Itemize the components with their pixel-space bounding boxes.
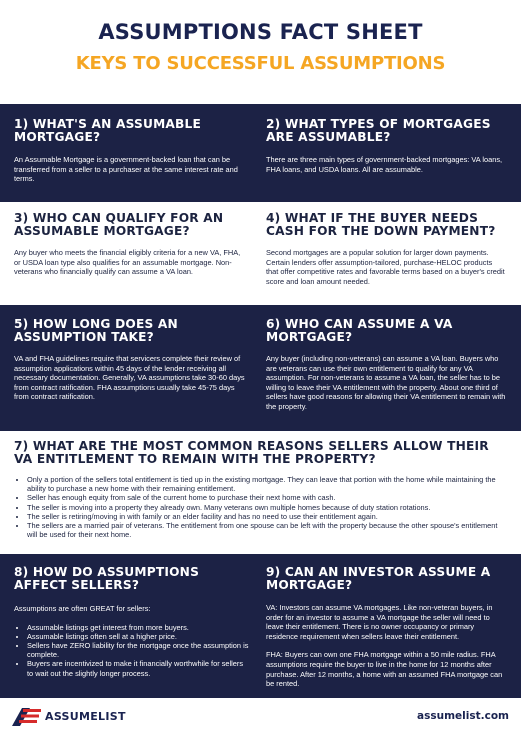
section-1	[14, 118, 242, 184]
header	[0, 0, 521, 104]
section-9-paragraph-va: VA: Investors can assume VA mortgages. Like non-veteran buyers, in order for an investor to assume a VA mortgage the seller will need to leave their entitlement. There is no owner occupancy or primary residence requirement when sellers leave their entitlement.	[266, 603, 493, 641]
section-9-title: 9) CAN AN INVESTOR ASSUME A MORTGAGE?	[266, 565, 491, 592]
section-4	[266, 212, 506, 286]
row-1	[0, 104, 521, 202]
section-5-body: VA and FHA guidelines require that servicers complete their review of assumption applications within 45 days of the lender receiving all necessary documentation. Generally, VA assumptions take 30-60 days from contract ratification. FHA assumptions usually take 45-75 days from contract ratification.	[14, 354, 245, 402]
section-7-list-item: • The seller is moving into a property they already own. Many veterans own multiple homes because of duty station rotations.	[27, 503, 508, 512]
row-4	[0, 431, 521, 554]
website-link[interactable]: assumelist.com	[417, 710, 509, 722]
row-5	[0, 554, 521, 698]
section-7-list-item: • The sellers are a married pair of veterans. The entitlement from one spouse can be left with the property because the other spouse's entitlement will be used for their next home.	[27, 521, 508, 539]
section-8-title: 8) HOW DO ASSUMPTIONS AFFECT SELLERS?	[14, 565, 200, 592]
section-1-body: An Assumable Mortgage is a government-backed loan that can be transferred from a seller to a purchaser at the same interest rate and terms.	[14, 155, 238, 184]
section-3-body: Any buyer who meets the financial eligibly criteria for a new VA, FHA, or USDA loan type also qualifies for an assumable mortgage. Non-veterans who financially qualify can assume a VA loan.	[14, 248, 241, 277]
section-2-title: 2) WHAT TYPES OF MORTGAGES ARE ASSUMABLE?	[266, 117, 491, 144]
section-4-title: 4) WHAT IF THE BUYER NEEDS CASH FOR THE DOWN PAYMENT?	[266, 211, 496, 238]
section-6-body: Any buyer (including non-veterans) can assume a VA loan. Buyers who are veterans can use their own entitlement to qualify for any VA assumption. For non-veterans to assume a VA loan, the seller has to be willing to leave their VA entitlement with the property. About one third of sellers have good reasons for allowing their VA entitlement to remain with the property.	[266, 354, 506, 411]
section-2-body: There are three main types of government-backed mortgages: VA loans, FHA loans, and USDA loans. All are assumable.	[266, 155, 503, 174]
section-5	[14, 318, 246, 402]
section-7-title: 7) WHAT ARE THE MOST COMMON REASONS SELLERS ALLOW THEIR VA ENTITLEMENT TO REMAIN WITH THE PROPERTY?	[14, 439, 489, 466]
row-3	[0, 305, 521, 431]
section-5-title: 5) HOW LONG DOES AN ASSUMPTION TAKE?	[14, 317, 178, 344]
section-7-list-item: • The seller is retiring/moving in with family or an elder facility and has no need to use their entitlement again.	[27, 512, 508, 521]
page-title: ASSUMPTIONS FACT SHEET	[98, 20, 423, 44]
section-3-title: 3) WHO CAN QUALIFY FOR AN ASSUMABLE MORTGAGE?	[14, 211, 224, 238]
section-1-title: 1) WHAT'S AN ASSUMABLE MORTGAGE?	[14, 117, 202, 144]
section-7-list-item: • Only a portion of the sellers total entitlement is tied up in the existing mortgage. They can leave that portion with the home while maintaining the ability to purchase a new home with their remaining entitlement.	[27, 475, 508, 493]
section-8-list-item: • Buyers are incentivized to make it financially worthwhile for sellers to wait out the slightly longer process.	[27, 659, 250, 677]
section-7-list-item: • Seller has enough equity from sale of the current home to purchase their next home with cash.	[27, 493, 508, 502]
section-7-list	[14, 475, 508, 539]
section-8	[14, 566, 250, 678]
page-subtitle: KEYS TO SUCCESSFUL ASSUMPTIONS	[75, 53, 446, 74]
section-8-list	[14, 623, 250, 678]
section-9-paragraph-fha: FHA: Buyers can own one FHA mortgage within a 50 mile radius. FHA assumptions require the buyer to live in the home for 12 months after purchase. After 12 months, a home with an assumed FHA mortgage can be rented.	[266, 650, 503, 689]
section-8-list-item: • Assumable listings get interest from more buyers.	[27, 623, 250, 632]
section-2	[266, 118, 506, 174]
section-7	[14, 440, 508, 539]
flag-icon	[12, 706, 42, 726]
row-2	[0, 202, 521, 305]
assumelist-logo	[12, 704, 126, 728]
section-6-title: 6) WHO CAN ASSUME A VA MORTGAGE?	[266, 317, 453, 344]
section-4-body: Second mortgages are a popular solution for larger down payments. Certain lenders offer assumption-tailored, purchase-HELOC products that offer competitive rates and favorable terms based on a buyer's credit score and loan amount needed.	[266, 248, 505, 286]
section-8-list-item: • Assumable listings often sell at a higher price.	[27, 632, 250, 641]
section-8-list-item: • Sellers have ZERO liability for the mortgage once the assumption is complete.	[27, 641, 250, 659]
section-6	[266, 318, 508, 412]
logo-text: ASSUMELIST	[45, 709, 126, 723]
section-9	[266, 566, 508, 689]
section-3	[14, 212, 242, 277]
section-8-intro: Assumptions are often GREAT for sellers:	[14, 604, 151, 613]
